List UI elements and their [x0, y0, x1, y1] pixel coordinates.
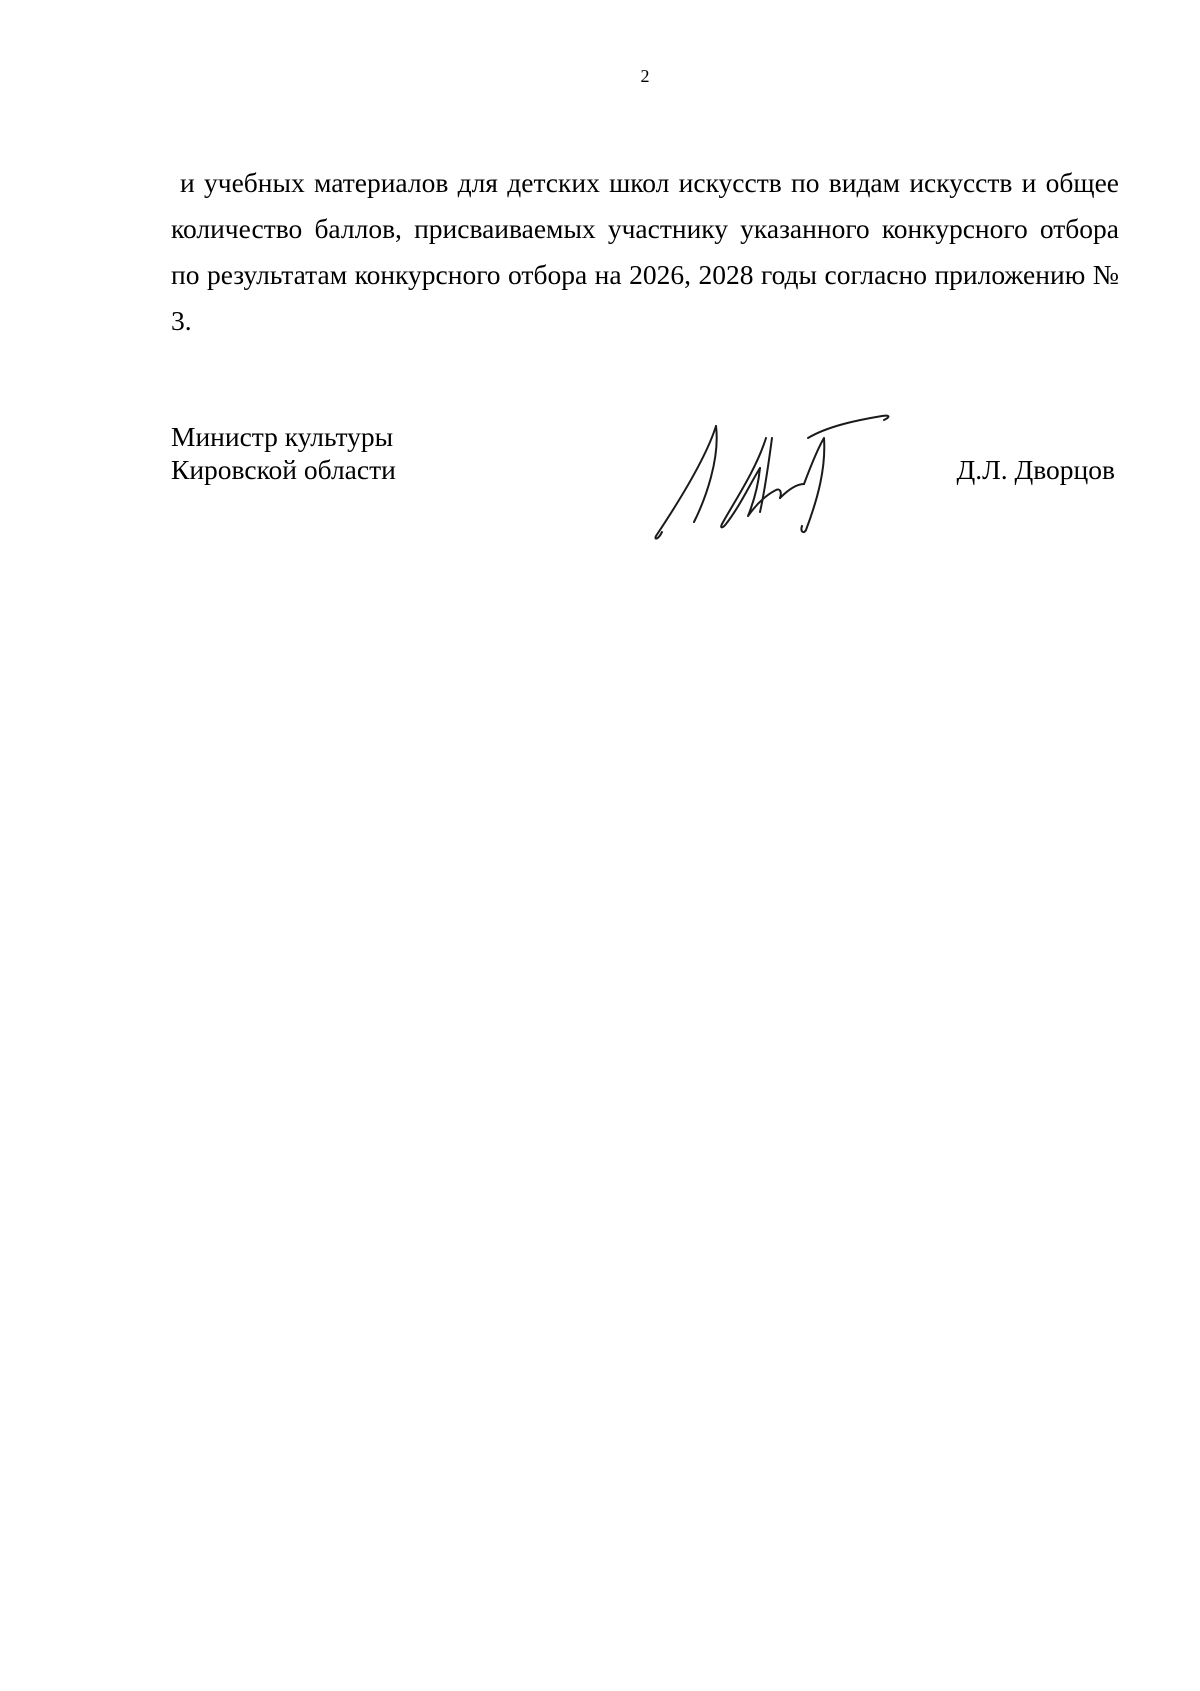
signature-block [0, 420, 1200, 540]
handwritten-signature [648, 398, 928, 548]
signer-title [171, 420, 396, 486]
signer-name: Д.Л. Дворцов [956, 454, 1115, 485]
signer-title-line-2: Кировской области [171, 454, 396, 485]
signer-title-line-1: Министр культуры [171, 421, 394, 452]
body-paragraph: и учебных материалов для детских школ искусств по видам искусств и общее количество баллов, присваиваемых участнику указанного конкурсного отбора по результатам конкурсного отбора на 2026, 2028 годы согласно приложению № 3. [171, 167, 1119, 336]
page-number: 2 [640, 66, 650, 86]
